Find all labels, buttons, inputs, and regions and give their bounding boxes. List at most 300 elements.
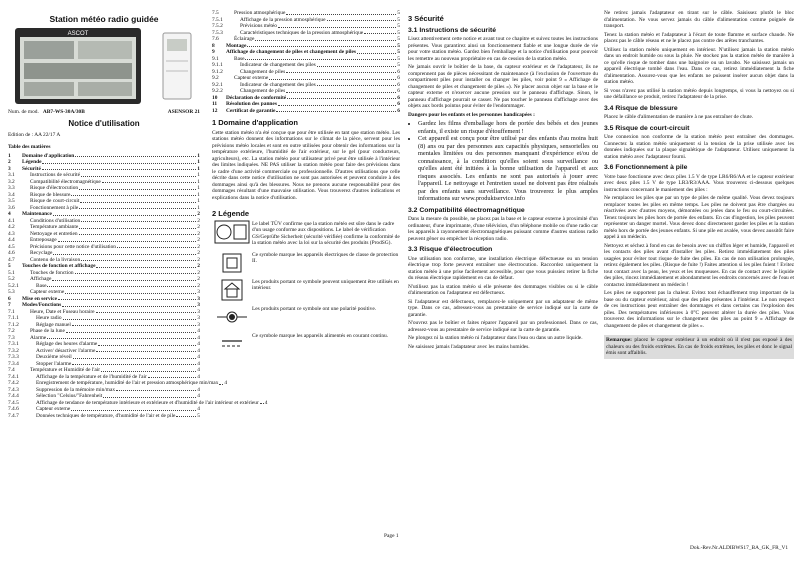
model-label: Num. de mod.	[8, 108, 39, 115]
toc-page: 4	[197, 406, 200, 412]
toc-text: Éclairage	[234, 36, 255, 42]
toc-page: 5	[397, 55, 400, 62]
toc-text: Certificat de garantie	[226, 107, 276, 114]
toc-leader	[98, 341, 196, 346]
toc-leader	[79, 185, 196, 190]
toc-page: 4	[197, 328, 200, 334]
polarity-icon	[215, 310, 249, 324]
danger-list	[418, 120, 598, 203]
toc-text: Affichage	[30, 276, 52, 282]
list-item: • Cet appareil est conçu pour être utilisé par des enfants d'au moins huit (8) ans ou par des personnes aux capacités physiques, sensorielles ou mentales limitées ou des personnes manquant d'expérience et/ou de connaissance, à la condition qu'elles soient sous surveillance ou qu'elles aient été initiées à la bonne utilisation de l'appareil et aux risques associés. Les enfants ne sont pas autorisés à jouer avec l'appareil. Le nettoyage et l'entretien usuel ne doivent pas être réalisés par des enfants sans surveillance. Vous trouverez le plus amples informations sur www.produktservice.info	[418, 135, 598, 203]
toc-text: Base	[36, 282, 47, 289]
toc-leader	[278, 23, 396, 28]
toc-page: 6	[397, 68, 400, 75]
toc-leader	[101, 367, 196, 372]
section-3-6-title: 3.6 Fonctionnement à pile	[604, 164, 688, 171]
toc-number: 8	[212, 42, 215, 49]
toc-page: 4	[197, 373, 200, 380]
toc-page: 5	[397, 16, 400, 23]
toc-text: Modes/Fonctions	[22, 302, 62, 308]
toc-leader	[286, 10, 396, 15]
column-4	[604, 10, 794, 361]
toc-page: 3	[197, 295, 200, 302]
toc-text: Résolution des pannes	[226, 101, 277, 107]
toc-text: Contenu de la livraison	[30, 256, 81, 263]
toc-number: 4.2	[8, 224, 15, 230]
toc-page: 5	[197, 412, 200, 419]
outdoor-sensor-image	[160, 31, 194, 101]
toc-number: 5	[8, 263, 11, 269]
toc-leader	[53, 211, 196, 216]
toc-text: Heure radio	[36, 315, 62, 321]
toc-number: 3.3	[8, 185, 15, 191]
device-logo: ASCOT	[67, 30, 89, 37]
toc-text: Changement de piles	[240, 68, 286, 75]
base-station-image	[14, 27, 142, 105]
toc-page: 6	[397, 101, 400, 107]
toc-page: 5	[397, 49, 400, 55]
page-number: Page 1	[384, 533, 399, 539]
toc-page: 1	[197, 204, 200, 211]
toc-number: 9	[212, 49, 215, 55]
toc-number: 6	[8, 295, 11, 302]
toc-text: Base	[234, 55, 245, 62]
toc-number: 5.2	[8, 276, 15, 282]
toc-number: 7.3.1	[8, 341, 19, 347]
toc-number: 7.4.2	[8, 380, 19, 386]
toc-number: 7.1	[8, 308, 15, 315]
edition: Edition de : AA 22/17 A	[8, 131, 61, 138]
toc-leader	[47, 283, 196, 288]
list-item: • Gardez les films d'emballage hors de portée des bébés et des jeunes enfants, il existe un risque d'étouffement !	[418, 120, 598, 135]
toc-number: 3.1	[8, 172, 15, 178]
toc-page: 4	[197, 354, 200, 360]
toc-list	[8, 152, 268, 420]
toc-page: 5	[397, 62, 400, 68]
toc-text: Stopper l'alarme	[36, 360, 72, 367]
toc-text: Phase de la lune	[30, 328, 65, 334]
toc-number: 11	[212, 101, 218, 107]
toc-leader	[116, 387, 196, 392]
legend-row	[212, 333, 400, 355]
toc-number: 7.5.2	[212, 23, 223, 29]
toc-number: 9.2	[212, 75, 219, 81]
toc-number: 1	[8, 152, 11, 159]
tuv-gs-mark-icon	[214, 220, 250, 244]
paragraph: Ne plongez ni la station météo ni l'adaptateur dans l'eau ou dans un autre liquide.	[408, 335, 583, 341]
toc-list-continued	[212, 10, 400, 114]
toc-page: 2	[197, 237, 200, 243]
toc-text: Capteur externe	[30, 289, 65, 295]
paragraph: Dans la mesure du possible, ne placez pas la base et le capteur externe à proximité d'un ordinateur, d'une imprimante, d'une télévision, d'un téléphone mobile ou d'une radio car les appareils à rayonnement électromagnétiques puissant comme d'autres stations radio peuvent gêner ou empêcher la réception radio.	[408, 216, 598, 242]
toc-page: 3	[197, 315, 200, 321]
toc-leader	[63, 315, 197, 320]
toc-page: 2	[197, 269, 200, 276]
toc-text: Risque de court-circuit	[30, 198, 80, 204]
toc-page: 4	[197, 347, 200, 354]
toc-page: 5	[397, 10, 400, 16]
toc-number: 3.6	[8, 204, 15, 211]
toc-leader	[58, 237, 197, 242]
toc-page: 2	[197, 250, 200, 256]
toc-number: 7.4.1	[8, 373, 19, 380]
toc-leader	[117, 244, 196, 249]
toc-text: Deuxième réveil	[36, 354, 72, 360]
toc-page: 1	[197, 165, 200, 172]
toc-page: 2	[197, 276, 200, 282]
toc-text: Entreposage	[30, 237, 57, 243]
model-number: AB7-WS-30A/30B	[42, 108, 85, 115]
toc-number: 3.4	[8, 191, 15, 198]
toc-text: Pression atmosphérique	[234, 10, 286, 16]
paragraph: Nettoyez et séchez à fond en cas de besoin avec un chiffon léger et humide, l'appareil et les contacts des piles avant d'installer les piles. Retirez immédiatement des piles usagées pour éviter tout risque de fuite des piles. En cas de non utilisation prolongée, retirez également les piles. (Risque de fuite !) Faites attention si les piles fuient ! Evitez tout contact avec la peau, les yeux et les muqueuses. En cas de contact avec le liquide des piles, rincez immédiatement et abondamment les endroits concernés avec de l'eau et contactez immédiatement un médecin !	[604, 242, 794, 288]
toc-page: 4	[197, 386, 200, 393]
toc-page: 2	[197, 282, 200, 289]
toc-leader	[102, 179, 196, 184]
toc-page: 1	[197, 178, 200, 185]
toc-page: 6	[397, 94, 400, 101]
toc-text: Compatibilité électromagnétique	[30, 178, 101, 185]
toc-leader	[47, 335, 196, 340]
paragraph: Ne remplacez les piles que par un type de piles de même qualité. Vous devez toujours remplacer toutes les piles en même temps. Les piles ne doivent pas être chargées ou réactivées avec d'autres moyens, démontées ou jetées dans le feu ou court-circuitées. Tenez toujours les piles hors de portée des enfants. En cas d'ingestion, les piles peuvent représenter un danger mortel. Vous devez donc directement garder les piles et la station météo hors de portée des jeunes enfants. Si une pile est avalée, vous devez aussitôt faire appel à un médecin.	[604, 195, 794, 240]
toc-page: 2	[197, 217, 200, 224]
paragraph: Ne retirez jamais l'adaptateur en tirant sur le câble. Saisissez plutôt le bloc d'alimentation. Ne vous servez jamais du câble d'alimentation comme poignée de transport.	[604, 10, 794, 29]
legend-text: Ce symbole marque les appareils électriques de classe de protection II.	[252, 251, 399, 264]
toc-text: Recyclage	[30, 250, 53, 256]
toc-page: 2	[197, 256, 200, 263]
remark-box	[604, 335, 794, 359]
section-3-5-title: 3.5 Risque de court-circuit	[604, 124, 690, 132]
toc-text: Maintenance	[22, 211, 52, 217]
toc-leader	[53, 250, 196, 255]
toc-number: 7.4.5	[8, 399, 19, 406]
toc-text: Indicateur de changement des piles	[240, 62, 316, 68]
toc-leader	[58, 296, 196, 301]
legend-row	[212, 279, 400, 301]
paragraph: Votre base fonctionne avec deux piles 1.5 V de type LR6/R6/AA et le capteur extérieur avec deux piles 1.5 V de type LR3/R3/AAA. Vous trouverez ci-dessous quelques instructions concernant le maniement des piles :	[604, 173, 794, 193]
toc-page: 4	[264, 399, 268, 406]
toc-leader	[317, 82, 397, 87]
toc-page: 6	[397, 81, 400, 88]
toc-leader	[317, 62, 397, 67]
toc-leader	[75, 270, 197, 275]
toc-page: 4	[197, 334, 200, 341]
toc-leader	[79, 224, 196, 229]
toc-page: 1	[197, 152, 200, 159]
toc-page: 2	[197, 224, 200, 230]
toc-leader	[65, 289, 196, 294]
toc-text: Déclaration de conformité	[226, 94, 287, 101]
toc-text: Prévisions météo	[240, 23, 277, 29]
legend-text: Ce symbole marque les appareils alimentés en courant continu.	[252, 332, 389, 339]
remark-label: Remarque:	[606, 337, 632, 343]
toc-number: 7.4.4	[8, 393, 19, 399]
toc-number: 7.6	[212, 36, 219, 42]
toc-number: 7.5.1	[212, 16, 223, 23]
toc-number: 7.4.6	[8, 406, 19, 412]
toc-leader	[260, 400, 264, 405]
paragraph: N'ouvrez pas le boîtier et faites réparer l'appareil par un professionnel. Dans ce cas, adressez-vous au prestataire de service indiqué sur la carte de garantie.	[408, 320, 598, 333]
toc-text: Caractéristiques techniques de la pression atmosphérique	[240, 29, 364, 36]
section-1-title: 1 Domaine d'application	[212, 118, 298, 127]
toc-text: Données techniques de température, d'humidité de l'air et de pile	[36, 412, 176, 419]
paragraph: Placez le câble d'alimentation de manière à ne pas entraîner de chute.	[604, 114, 754, 120]
toc-number: 3	[8, 165, 11, 172]
section-3-4-title: 3.4 Risque de blessure	[604, 104, 678, 112]
toc-text: Sécurité	[22, 165, 41, 172]
paragraph: Utilisez la station météo uniquement en intérieur. N'utilisez jamais la station météo dans un endroit humide ou sous la pluie. Ne stockez pas la station météo de manière à ce qu'elle risque de tomber dans une baignoire ou un lavabo. Ne saisissez jamais un appareil électrique tombé dans l'eau. Dans ce cas, retirez immédiatement la fiche d'alimentation. Assurez-vous que les enfants ne puissent insérer aucun objet dans la station météo.	[604, 46, 794, 85]
legend-row	[212, 221, 400, 247]
toc-leader	[62, 302, 196, 307]
toc-number: 7.1.2	[8, 321, 19, 328]
toc-text: Température et Humidité de l'air	[30, 367, 101, 373]
toc-entry	[8, 413, 200, 420]
toc-text: Montage	[226, 42, 247, 49]
toc-page: 3	[197, 308, 200, 315]
toc-text: Instructions de sécurité	[30, 172, 80, 178]
toc-page: 3	[197, 302, 200, 308]
toc-text: Changement de piles	[240, 88, 286, 94]
toc-page: 2	[197, 263, 200, 269]
toc-text: Alarme	[30, 334, 47, 341]
toc-page: 4	[197, 360, 200, 367]
toc-page: 1	[197, 172, 200, 178]
toc-number: 7.1.1	[8, 315, 19, 321]
toc-leader	[103, 393, 196, 398]
toc-leader	[71, 192, 196, 197]
toc-number: 4.5	[8, 243, 15, 250]
toc-page: 1	[197, 185, 200, 191]
toc-leader	[176, 413, 196, 418]
toc-page: 4	[224, 380, 228, 386]
toc-text: Réglage manuel	[36, 321, 71, 328]
toc-page: 1	[197, 198, 200, 204]
toc-number: 4.3	[8, 230, 15, 237]
class-ii-icon	[222, 253, 242, 273]
toc-text: Nettoyage et entretien	[30, 230, 78, 237]
toc-leader	[42, 159, 196, 164]
section-3-title: 3 Sécurité	[408, 14, 444, 23]
toc-page: 5	[397, 23, 400, 29]
toc-leader	[96, 309, 197, 314]
doc-title: Station météo radio guidée	[49, 14, 159, 24]
toc-leader	[66, 328, 196, 333]
toc-page: 4	[197, 367, 200, 373]
toc-leader	[81, 218, 196, 223]
toc-number: 7.5.3	[212, 29, 223, 36]
toc-page: 4	[197, 393, 200, 399]
toc-text: Précisions pour cette notice d'utilisation	[30, 243, 117, 250]
toc-heading: Table des matières	[8, 144, 51, 150]
toc-number: 5.2.1	[8, 282, 19, 289]
section-2-title: 2 Légende	[212, 209, 250, 218]
danger-heading: Dangers pour les enfants et les personnes handicapées :	[408, 111, 535, 118]
toc-leader	[219, 380, 223, 385]
legend-text: Les produits portant ce symbole peuvent uniquement être utilisés en intérieur.	[252, 278, 399, 291]
toc-number: 7	[8, 302, 11, 308]
toc-text: Affichage de tendance de température intérieure et extérieure et d'humidité de l'air intérieur et extérieur	[36, 399, 259, 406]
paragraph: Lisez attentivement cette notice et avant tout ce chapitre et suivez toutes les instructions présentes. Vous garantirez ainsi un fonctionnement fiable et une longue durée de vie pour votre station météo. Gardez bien l'emballage et la notice d'utilisation pour pouvoir les remettre au nouveau propriétaire en cas de cession de la station météo.	[408, 36, 598, 62]
toc-text: Heure, Date et Fuseau horaire	[30, 308, 95, 315]
toc-text: Mise en service	[22, 295, 58, 302]
toc-page: 1	[197, 191, 200, 198]
toc-text: Enregistrement de température, humidité de l'air et pression atmosphérique min/max	[36, 380, 219, 386]
legend-text: Les produits portant ce symbole ont une polarité positive.	[252, 305, 377, 312]
toc-number: 4.6	[8, 250, 15, 256]
toc-leader	[81, 172, 196, 177]
toc-page: 3	[197, 289, 200, 295]
toc-number: 7.3.4	[8, 360, 19, 367]
toc-number: 7.3.2	[8, 347, 19, 354]
paragraph: Les piles ne supportent pas la chaleur. Evitez tout échauffement trop important de la base ou du capteur extérieur, ainsi que des piles présentes à l'intérieur. Le non respect de ces instructions peut entraîner des dommages et dans certains cas l'explosion des piles. Des températures inférieures à 0°C peuvent altérer la durée des piles. Vous trouverez des informations sur le changement des piles au point 9 « Affichage de changement de piles et changement de piles ».	[604, 290, 794, 329]
toc-number: 10	[212, 94, 218, 101]
toc-number: 5.1	[8, 269, 15, 276]
paragraph: Si vous n'avez pas utilisé la station météo depuis longtemps, si vous la nettoyez ou si une défaillance se produit, retirez l'adaptateur de la prise.	[604, 87, 794, 100]
toc-number: 7.5	[212, 10, 219, 16]
notice-title: Notice d'utilisation	[68, 119, 140, 128]
toc-number: 7.4.3	[8, 386, 19, 393]
toc-text: Risque de blessure	[30, 191, 71, 198]
toc-leader	[269, 75, 396, 80]
product-image	[14, 27, 194, 105]
toc-text: Conditions d'utilisation	[30, 217, 81, 224]
toc-number: 5.3	[8, 289, 15, 295]
toc-leader	[247, 43, 396, 48]
toc-number: 9.1	[212, 55, 219, 62]
toc-text: Légende	[22, 159, 42, 165]
toc-leader	[52, 276, 196, 281]
paragraph: Une utilisation non conforme, une installation électrique défectueuse ou un tension électrique trop forte peuvent entraîner une électrocution. Raccordez uniquement la station météo à une prise facilement accessible, pour que vous puissiez retirer la fiche du réseau électrique rapidement en cas de défaut.	[408, 255, 598, 281]
toc-leader	[245, 56, 396, 61]
toc-text: Activer/ désactiver l'alarme	[36, 347, 96, 354]
paragraph: Une connexion non conforme de la station météo peut entraîner des dommages. Connectez la station météo uniquement si la tension de la prise utilisée avec les données indiquées sur la plaque signalétique de l'adaptateur. Utilisez uniquement la station météo avec l'adaptateur fourni.	[604, 134, 794, 160]
toc-leader	[72, 322, 196, 327]
toc-number: 9.1.2	[212, 68, 223, 75]
toc-leader	[71, 406, 196, 411]
paragraph: Ne jamais ouvrir le boîtier de la base, du capteur extérieur et de l'adaptateur, ils ne comprennent pas de pièces nécessitant de maintenance (à l'exclusion de l'ouverture du compartiment piles pour installer ou changer les piles, voir point 9 « Affichage de changement de piles et changement de piles »). Ne placer aucun objet sur la base et le capteur externe et n'exercer aucune pression sur le panneau d'affichage. Sinon, le panneau d'affichage pourrait se casser. Ne pas toucher le panneau d'affichage avec des objets aux bords pointus pour éviter de l'endommager.	[408, 64, 598, 109]
toc-entry	[212, 108, 400, 115]
toc-leader	[96, 348, 196, 353]
toc-leader	[80, 198, 196, 203]
toc-text: Touches de fonction	[30, 269, 74, 276]
indoor-house-icon	[221, 279, 243, 301]
toc-leader	[327, 17, 397, 22]
legend-text: Le label TÜV confirme que la station météo est sûre dans le cadre d'un usage conforme aux dispositions. Le label de vérification GS/Geprüfte Sicherheit (sécurité vérifiée) confirme la conformité de la station météo avec la loi sur la sécurité des produits (ProdSG).	[252, 220, 400, 246]
toc-number: 9.2.2	[212, 88, 223, 94]
toc-leader	[357, 49, 396, 54]
toc-number: 7.3	[8, 334, 15, 341]
toc-number: 2	[8, 159, 11, 165]
toc-number: 12	[212, 107, 218, 114]
toc-leader	[364, 30, 396, 35]
paragraph: Tenez la station météo et l'adaptateur à l'écart de toute flamme et surface chaude. Ne placez pas le câble réseau et ne le placez pas contre des arêtes tranchantes.	[604, 31, 794, 44]
toc-text: Sélection "Celsius/"Fahrenheit	[36, 393, 103, 399]
paragraph: N'utilisez pas la station météo si elle présente des dommages visibles ou si le câble d'alimentation ou l'adaptateur est défectueux.	[408, 283, 598, 296]
toc-text: Température ambiante	[30, 224, 79, 230]
legend-row	[212, 306, 400, 328]
dc-icon	[220, 338, 244, 350]
toc-number: 4.7	[8, 256, 15, 263]
toc-leader	[276, 108, 396, 113]
remark-text: placez le capteur extérieur à un endroit où il n'est pas exposé à des chaleurs ou des froids extrêmes. En cas de froids extrêmes, les piles et donc le signal émis sont affaiblis.	[606, 337, 792, 356]
toc-number: 7.4.7	[8, 412, 19, 419]
toc-page: 1	[197, 159, 200, 165]
toc-page: 3	[197, 321, 200, 328]
toc-text: Affichage de la pression atmosphérique	[240, 16, 326, 23]
legend-row	[212, 252, 400, 274]
toc-text: Indicateur de changement des piles	[240, 81, 316, 88]
section-1-text: Cette station météo n'a été conçue que pour être utilisée en tant que station météo. Les stations météo donnent des informations sur le climat de la pièce, servent pour les prévisions météo locales et sont en outre utilisées pour obtenir des informations sur la température extérieure, l'humidité de l'air extérieur, sur le gel (pour conducteurs, agriculteurs), etc. La station météo pour utilisateur privé peut être utilisée à l'intérieur des limites indiquées. NE PAS utiliser la station météo pour faire des prévisions dans le cadre d'une activité commerciale ou professionnelle. D'autres utilisations que celle décrite dans cette notice d'utilisation ne sont pas autorisées et peuvent conduire à des dommages ainsi qu'à des blessures. Nous ne prenons aucune responsabilité pour des dommages résultant d'une mauvaise utilisation. Vous trouverez d'autres indications et explications dans la notice d'utilisation.	[212, 129, 400, 201]
section-3-1-title: 3.1 Instructions de sécurité	[408, 26, 497, 34]
document-reference: Dok.-Rev.Nr.ALDIBWS17_BA_GK_FR_V1	[690, 545, 789, 551]
toc-text: Risque d'électrocution	[30, 185, 79, 191]
toc-page: 6	[397, 88, 400, 94]
toc-number: 7.2	[8, 328, 15, 334]
section-3-3-title: 3.3 Risque d'électrocution	[408, 246, 493, 253]
toc-number: 7.3.3	[8, 354, 19, 360]
toc-leader	[73, 354, 197, 359]
toc-page: 2	[197, 243, 200, 250]
toc-page: 6	[397, 75, 400, 81]
paragraph: Ne saisissez jamais l'adaptateur avec les mains humides.	[408, 343, 530, 350]
toc-leader	[286, 88, 396, 93]
toc-page: 6	[397, 107, 400, 114]
toc-leader	[286, 69, 396, 74]
toc-number: 3.5	[8, 198, 15, 204]
toc-text: Affichage de la température et de l'humidité de l'air	[36, 373, 147, 380]
toc-number: 4.4	[8, 237, 15, 243]
column-2	[212, 10, 400, 360]
toc-leader	[278, 101, 396, 106]
toc-leader	[79, 205, 196, 210]
paragraph: Si l'adaptateur est défectueux, remplacez-le uniquement par un adaptateur de même type. Dans ce cas, adressez-vous au prestataire de service indiqué sur la carte de garantie.	[408, 298, 598, 318]
toc-page: 4	[197, 341, 200, 347]
brand-code: ASENSOR 21	[167, 108, 200, 115]
toc-text: Affichage de changement de piles et changement de piles	[226, 49, 356, 55]
toc-number: 9.1.1	[212, 62, 223, 68]
toc-leader	[255, 36, 396, 41]
toc-text: Suppression de la mémoire min/max	[36, 386, 116, 393]
toc-text: Touches de fonction et affichage	[22, 263, 96, 269]
toc-leader	[42, 166, 196, 171]
toc-page: 5	[397, 29, 400, 36]
toc-page: 5	[397, 42, 400, 49]
toc-leader	[148, 374, 196, 379]
toc-leader	[79, 231, 197, 236]
toc-number: 9.2.1	[212, 81, 223, 88]
toc-number: 7.4	[8, 367, 15, 373]
toc-text: Domaine d'application	[22, 152, 75, 159]
column-3	[408, 10, 598, 352]
toc-leader	[287, 95, 396, 100]
model-line	[8, 109, 200, 116]
toc-leader	[75, 153, 196, 158]
toc-number: 3.2	[8, 178, 15, 185]
toc-leader	[72, 361, 196, 366]
toc-text: Fonctionnement à pile	[30, 204, 79, 211]
toc-leader	[81, 257, 196, 262]
toc-text: Capteur externe	[234, 75, 269, 81]
toc-page: 2	[197, 230, 200, 237]
toc-number: 4.1	[8, 217, 15, 224]
toc-text: Réglage des heures d'alarme	[36, 341, 98, 347]
section-3-2-title: 3.2 Compatibilité électromagnétique	[408, 206, 525, 214]
toc-text: Capteur externe	[36, 406, 71, 412]
toc-leader	[96, 263, 196, 268]
toc-page: 5	[397, 36, 400, 42]
toc-number: 4	[8, 211, 11, 217]
toc-page: 2	[197, 211, 200, 217]
